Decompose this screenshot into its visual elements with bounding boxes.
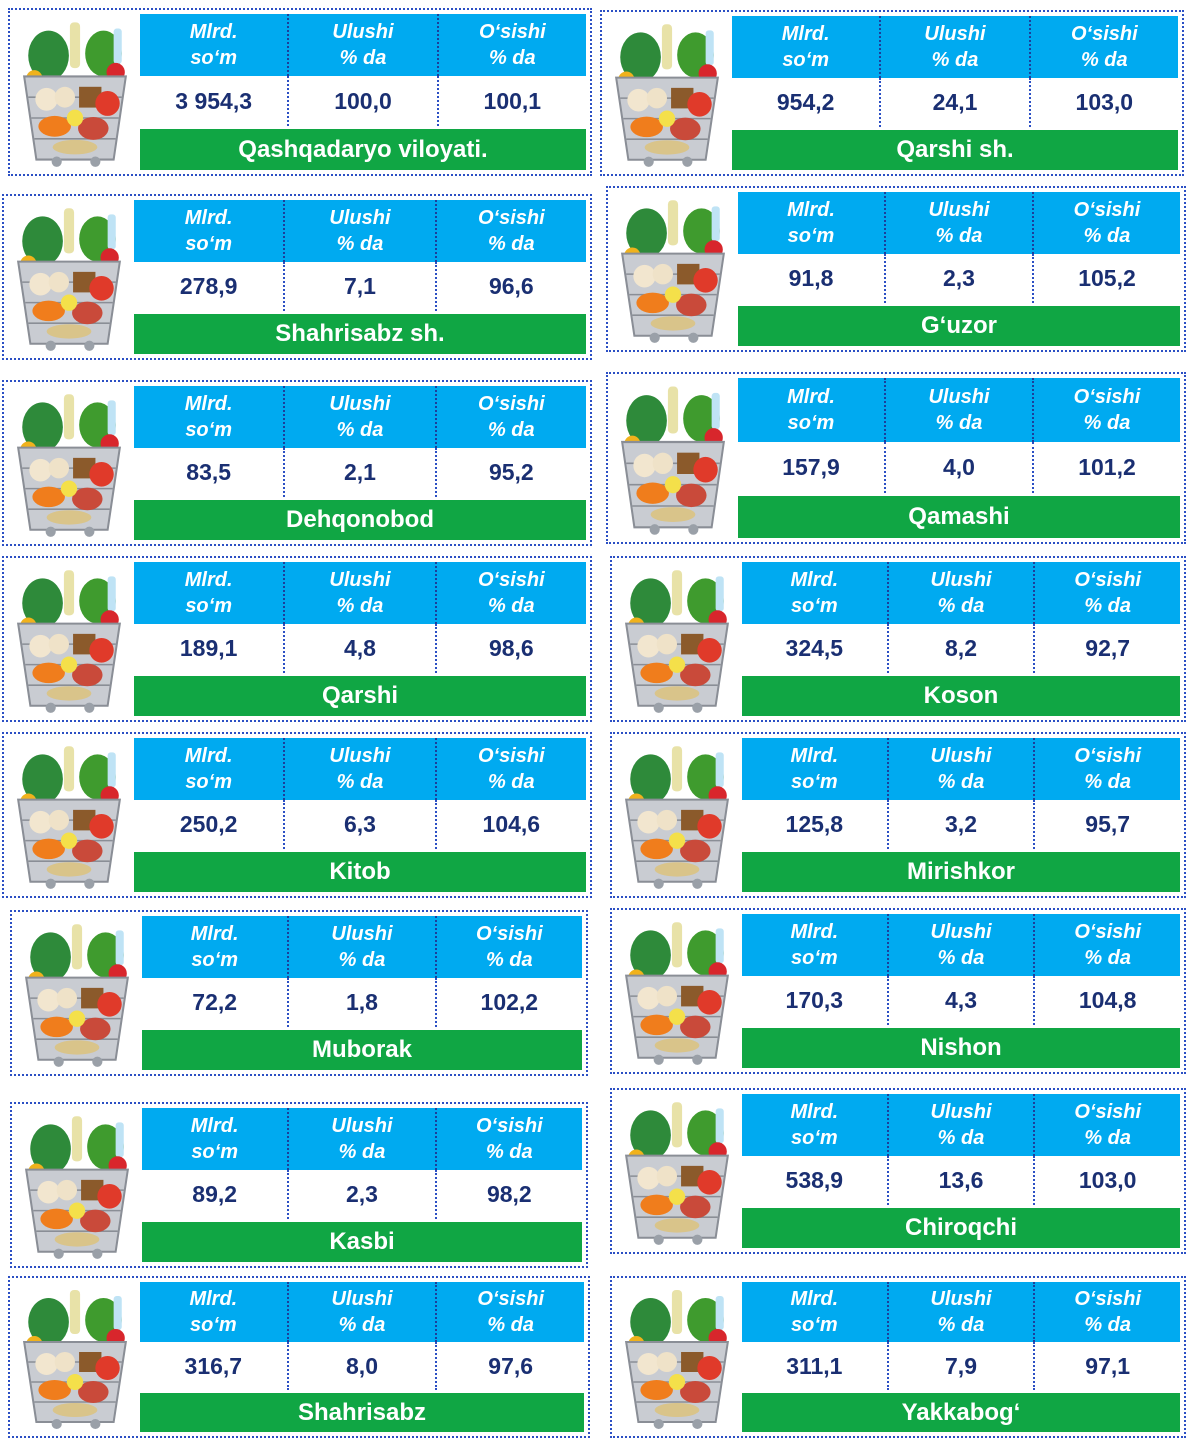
value-ulushi: 4,0	[884, 442, 1032, 493]
stats-values	[134, 262, 586, 311]
header-mlrd-som	[738, 192, 884, 254]
header-osishi	[1029, 16, 1178, 78]
value-ulushi: 4,3	[887, 976, 1034, 1025]
stats-panel	[140, 14, 586, 170]
stats-values	[742, 1156, 1180, 1205]
header-mlrd-som	[742, 1282, 887, 1342]
district-name: Mirishkor	[742, 852, 1180, 892]
stats-values	[738, 254, 1180, 303]
value-mlrd-som: 189,1	[179, 634, 238, 661]
stats-header	[140, 1282, 584, 1342]
header-mlrd-line1: Mlrd.	[184, 206, 233, 229]
header-ulushi-line2: % da	[336, 418, 384, 441]
district-name: Kasbi	[142, 1222, 582, 1262]
value-mlrd-som: 72,2	[192, 988, 238, 1015]
district-name: Muborak	[142, 1030, 582, 1070]
stats-values	[134, 624, 586, 673]
district-card	[606, 372, 1186, 544]
stats-panel	[742, 562, 1180, 716]
stats-panel	[134, 738, 586, 892]
header-mlrd-som	[142, 1108, 287, 1170]
value-mlrd-som: 316,7	[184, 1352, 243, 1379]
district-card	[2, 556, 592, 722]
header-osishi-line2: % da	[1084, 1314, 1132, 1336]
header-osishi	[435, 916, 582, 978]
header-ulushi-line2: % da	[937, 594, 985, 617]
district-card	[610, 732, 1186, 898]
value-osishi: 103,0	[1033, 1156, 1180, 1205]
header-mlrd-line1: Mlrd.	[787, 386, 835, 408]
stats-values	[742, 976, 1180, 1025]
header-ulushi	[287, 1282, 436, 1342]
stats-header	[142, 916, 582, 978]
header-ulushi-line1: Ulushi	[329, 568, 391, 591]
header-mlrd-som	[134, 200, 283, 262]
header-osishi	[435, 562, 586, 624]
header-mlrd-line2: so‘m	[191, 948, 238, 971]
header-mlrd-som	[140, 14, 287, 76]
header-mlrd-som	[742, 914, 887, 976]
stats-header	[742, 1282, 1180, 1342]
grocery-basket-icon	[612, 192, 734, 346]
value-ulushi: 4,8	[283, 624, 434, 673]
header-mlrd-som	[134, 738, 283, 800]
header-mlrd-line1: Mlrd.	[184, 392, 233, 415]
district-name: Qamashi	[738, 496, 1180, 538]
stats-header	[742, 914, 1180, 976]
value-osishi: 97,6	[435, 1342, 584, 1390]
header-ulushi-line2: % da	[336, 770, 384, 793]
header-mlrd-line1: Mlrd.	[787, 198, 835, 221]
value-osishi: 102,2	[435, 978, 582, 1027]
header-osishi-line2: % da	[1080, 48, 1128, 71]
stats-header	[742, 1094, 1180, 1156]
header-ulushi-line2: % da	[937, 946, 985, 969]
grocery-basket-icon	[8, 738, 130, 892]
district-name: Qarshi	[134, 676, 586, 716]
stats-header	[742, 738, 1180, 800]
header-ulushi-line1: Ulushi	[332, 21, 394, 44]
header-mlrd-line2: so‘m	[190, 47, 237, 70]
district-card	[8, 1276, 590, 1438]
grocery-basket-icon	[8, 562, 130, 716]
stats-values	[134, 448, 586, 497]
header-ulushi-line2: % da	[338, 948, 386, 971]
header-osishi-line2: % da	[487, 770, 535, 793]
value-mlrd-som: 157,9	[782, 454, 840, 481]
value-osishi: 98,2	[435, 1170, 582, 1219]
header-osishi-line1: O‘sishi	[1074, 920, 1142, 943]
header-mlrd-line2: so‘m	[787, 224, 835, 247]
value-osishi: 104,8	[1033, 976, 1180, 1025]
header-osishi-line2: % da	[487, 232, 535, 255]
stats-panel	[140, 1282, 584, 1432]
header-mlrd-line1: Mlrd.	[790, 920, 839, 943]
header-osishi-line1: O‘sishi	[477, 744, 545, 767]
header-ulushi-line2: % da	[937, 1314, 985, 1336]
header-osishi	[435, 738, 586, 800]
header-osishi	[1032, 378, 1180, 442]
value-ulushi: 7,1	[283, 262, 434, 311]
header-osishi-line2: % da	[1084, 1126, 1132, 1149]
header-ulushi	[283, 738, 434, 800]
header-mlrd-line1: Mlrd.	[184, 744, 233, 767]
stats-panel	[742, 738, 1180, 892]
stats-panel	[738, 378, 1180, 538]
grocery-basket-icon	[616, 914, 738, 1068]
grocery-basket-icon	[14, 14, 136, 170]
stats-values	[140, 76, 586, 126]
header-ulushi-line1: Ulushi	[930, 920, 992, 943]
stats-header	[140, 14, 586, 76]
header-ulushi	[879, 16, 1028, 78]
value-osishi: 98,6	[435, 624, 586, 673]
header-mlrd-line2: so‘m	[790, 1126, 838, 1149]
value-osishi: 103,0	[1029, 78, 1178, 127]
header-osishi-line1: O‘sishi	[478, 21, 546, 44]
header-ulushi-line1: Ulushi	[329, 206, 391, 229]
header-mlrd-line2: so‘m	[790, 946, 838, 969]
district-name: Shahrisabz	[140, 1393, 584, 1432]
district-card	[610, 556, 1186, 722]
header-ulushi-line2: % da	[338, 1140, 386, 1163]
header-ulushi	[283, 200, 434, 262]
stats-header	[134, 200, 586, 262]
header-ulushi-line1: Ulushi	[930, 1100, 992, 1123]
district-name: Shahrisabz sh.	[134, 314, 586, 354]
grocery-basket-icon	[616, 738, 738, 892]
value-osishi: 101,2	[1032, 442, 1180, 493]
header-mlrd-line2: so‘m	[787, 412, 835, 434]
header-mlrd-line2: so‘m	[782, 48, 829, 71]
header-ulushi-line1: Ulushi	[924, 22, 986, 45]
stats-header	[134, 562, 586, 624]
stats-panel	[134, 386, 586, 540]
stats-header	[738, 378, 1180, 442]
header-osishi-line2: % da	[485, 1140, 533, 1163]
value-osishi: 95,2	[435, 448, 586, 497]
district-name: G‘uzor	[738, 306, 1180, 346]
header-mlrd-line1: Mlrd.	[790, 568, 839, 591]
grocery-basket-icon	[16, 1108, 138, 1262]
header-mlrd-som	[742, 1094, 887, 1156]
header-mlrd-line1: Mlrd.	[190, 922, 239, 945]
header-ulushi-line2: % da	[336, 232, 384, 255]
header-ulushi	[287, 14, 436, 76]
value-mlrd-som: 83,5	[186, 458, 232, 485]
header-ulushi	[887, 1282, 1034, 1342]
value-mlrd-som: 91,8	[788, 264, 834, 291]
header-osishi-line1: O‘sishi	[477, 206, 545, 229]
header-osishi	[435, 386, 586, 448]
header-ulushi	[287, 916, 434, 978]
stats-panel	[742, 1282, 1180, 1432]
header-osishi	[1033, 914, 1180, 976]
header-ulushi	[283, 562, 434, 624]
value-mlrd-som: 954,2	[776, 88, 835, 115]
header-osishi-line1: O‘sishi	[477, 568, 545, 591]
header-mlrd-som	[738, 378, 884, 442]
value-osishi: 95,7	[1033, 800, 1180, 849]
header-mlrd-line2: so‘m	[185, 232, 232, 255]
header-osishi-line1: O‘sishi	[1074, 744, 1142, 767]
stats-values	[732, 78, 1178, 127]
header-mlrd-line2: so‘m	[191, 1140, 238, 1163]
value-mlrd-som: 538,9	[785, 1166, 844, 1193]
header-ulushi	[887, 1094, 1034, 1156]
header-mlrd-line1: Mlrd.	[781, 22, 830, 45]
district-card	[610, 908, 1186, 1074]
header-mlrd-line1: Mlrd.	[184, 568, 233, 591]
value-mlrd-som: 3 954,3	[175, 87, 253, 114]
district-card	[610, 1088, 1186, 1254]
header-ulushi-line2: % da	[339, 47, 387, 70]
grocery-basket-icon	[616, 1282, 738, 1432]
district-card	[10, 910, 588, 1076]
header-osishi-line1: O‘sishi	[1074, 1100, 1142, 1123]
stats-panel	[738, 192, 1180, 346]
header-ulushi-line2: % da	[338, 1314, 386, 1336]
grocery-basket-icon	[606, 16, 728, 170]
district-name: Yakkabog‘	[742, 1393, 1180, 1432]
header-osishi-line2: % da	[485, 948, 533, 971]
district-card	[8, 8, 592, 176]
header-ulushi	[283, 386, 434, 448]
header-osishi	[1032, 192, 1180, 254]
district-card	[606, 186, 1186, 352]
header-mlrd-line2: so‘m	[790, 1314, 838, 1336]
stats-panel	[742, 1094, 1180, 1248]
stats-header	[738, 192, 1180, 254]
value-mlrd-som: 278,9	[179, 272, 238, 299]
value-osishi: 92,7	[1033, 624, 1180, 673]
header-ulushi-line1: Ulushi	[329, 392, 391, 415]
stats-panel	[742, 914, 1180, 1068]
header-ulushi	[287, 1108, 434, 1170]
stats-panel	[142, 916, 582, 1070]
header-osishi-line2: % da	[487, 1314, 535, 1336]
value-ulushi: 2,3	[287, 1170, 434, 1219]
value-ulushi: 7,9	[887, 1342, 1034, 1390]
header-ulushi-line1: Ulushi	[331, 1288, 393, 1310]
header-osishi-line2: % da	[1084, 594, 1132, 617]
value-ulushi: 2,1	[283, 448, 434, 497]
header-osishi-line2: % da	[487, 594, 535, 617]
grocery-basket-icon	[612, 378, 734, 538]
stats-panel	[732, 16, 1178, 170]
header-osishi-line1: O‘sishi	[1074, 1288, 1142, 1310]
value-mlrd-som: 89,2	[192, 1180, 238, 1207]
header-ulushi	[884, 378, 1032, 442]
stats-header	[742, 562, 1180, 624]
district-card	[600, 10, 1184, 176]
grocery-basket-icon	[616, 1094, 738, 1248]
header-ulushi	[887, 914, 1034, 976]
header-mlrd-line2: so‘m	[185, 770, 232, 793]
header-mlrd-line1: Mlrd.	[790, 1100, 839, 1123]
header-mlrd-line2: so‘m	[790, 770, 838, 793]
grocery-basket-icon	[8, 200, 130, 354]
value-ulushi: 24,1	[879, 78, 1028, 127]
header-osishi-line2: % da	[1084, 946, 1132, 969]
value-osishi: 104,6	[435, 800, 586, 849]
header-osishi	[1033, 738, 1180, 800]
header-ulushi	[887, 562, 1034, 624]
value-ulushi: 1,8	[287, 978, 434, 1027]
stats-values	[140, 1342, 584, 1390]
header-ulushi-line1: Ulushi	[930, 744, 992, 767]
header-mlrd-line2: so‘m	[790, 594, 838, 617]
header-osishi	[437, 14, 586, 76]
stats-values	[142, 978, 582, 1027]
header-osishi	[1033, 562, 1180, 624]
value-osishi: 100,1	[437, 76, 586, 126]
header-osishi-line2: % da	[488, 47, 536, 70]
district-card	[610, 1276, 1186, 1438]
header-ulushi-line2: % da	[935, 412, 983, 434]
stats-header	[134, 738, 586, 800]
stats-panel	[142, 1108, 582, 1262]
district-name: Chiroqchi	[742, 1208, 1180, 1248]
header-osishi	[1033, 1282, 1180, 1342]
grocery-basket-icon	[616, 562, 738, 716]
value-ulushi: 13,6	[887, 1156, 1034, 1205]
header-ulushi-line2: % da	[336, 594, 384, 617]
district-name: Qashqadaryo viloyati.	[140, 129, 586, 170]
value-mlrd-som: 324,5	[785, 634, 844, 661]
header-osishi	[435, 1108, 582, 1170]
header-osishi-line1: O‘sishi	[1073, 198, 1141, 221]
header-mlrd-som	[140, 1282, 287, 1342]
value-ulushi: 8,2	[887, 624, 1034, 673]
header-mlrd-line2: so‘m	[185, 594, 232, 617]
grocery-basket-icon	[8, 386, 130, 540]
header-ulushi-line1: Ulushi	[930, 568, 992, 591]
header-mlrd-som	[142, 916, 287, 978]
stats-values	[134, 800, 586, 849]
header-mlrd-som	[732, 16, 879, 78]
header-osishi	[435, 1282, 584, 1342]
header-osishi-line2: % da	[1084, 770, 1132, 793]
header-osishi	[1033, 1094, 1180, 1156]
header-mlrd-som	[742, 738, 887, 800]
header-ulushi-line2: % da	[937, 1126, 985, 1149]
value-mlrd-som: 170,3	[785, 986, 844, 1013]
header-ulushi-line1: Ulushi	[928, 198, 990, 221]
header-mlrd-som	[134, 562, 283, 624]
header-mlrd-som	[742, 562, 887, 624]
header-mlrd-line1: Mlrd.	[189, 1288, 238, 1310]
value-osishi: 96,6	[435, 262, 586, 311]
stats-values	[142, 1170, 582, 1219]
district-name: Dehqonobod	[134, 500, 586, 540]
header-mlrd-line1: Mlrd.	[190, 1114, 239, 1137]
stats-values	[742, 1342, 1180, 1390]
stats-panel	[134, 562, 586, 716]
district-card	[2, 380, 592, 546]
header-ulushi-line1: Ulushi	[329, 744, 391, 767]
district-name: Koson	[742, 676, 1180, 716]
stats-panel	[134, 200, 586, 354]
value-mlrd-som: 125,8	[785, 810, 844, 837]
district-card	[2, 732, 592, 898]
header-osishi-line1: O‘sishi	[1073, 386, 1141, 408]
grocery-basket-icon	[14, 1282, 136, 1432]
value-ulushi: 100,0	[287, 76, 436, 126]
header-ulushi-line1: Ulushi	[331, 922, 393, 945]
district-name: Qarshi sh.	[732, 130, 1178, 170]
stats-values	[742, 800, 1180, 849]
value-osishi: 97,1	[1033, 1342, 1180, 1390]
header-mlrd-som	[134, 386, 283, 448]
header-ulushi-line2: % da	[931, 48, 979, 71]
header-mlrd-line1: Mlrd.	[790, 1288, 839, 1310]
header-osishi-line2: % da	[487, 418, 535, 441]
value-mlrd-som: 250,2	[179, 810, 238, 837]
header-osishi-line2: % da	[1083, 224, 1131, 247]
value-ulushi: 6,3	[283, 800, 434, 849]
value-mlrd-som: 311,1	[786, 1352, 843, 1379]
header-osishi-line1: O‘sishi	[477, 392, 545, 415]
header-mlrd-line1: Mlrd.	[790, 744, 839, 767]
value-ulushi: 2,3	[884, 254, 1032, 303]
header-osishi-line1: O‘sishi	[475, 1114, 543, 1137]
header-osishi-line1: O‘sishi	[1074, 568, 1142, 591]
district-card	[2, 194, 592, 360]
stats-values	[742, 624, 1180, 673]
header-osishi-line1: O‘sishi	[475, 922, 543, 945]
header-ulushi-line2: % da	[935, 224, 983, 247]
value-osishi: 105,2	[1032, 254, 1180, 303]
stats-header	[134, 386, 586, 448]
header-ulushi	[887, 738, 1034, 800]
header-osishi	[435, 200, 586, 262]
header-ulushi-line1: Ulushi	[928, 386, 990, 408]
header-osishi-line1: O‘sishi	[477, 1288, 545, 1310]
header-mlrd-line2: so‘m	[189, 1314, 237, 1336]
header-mlrd-line2: so‘m	[185, 418, 232, 441]
stats-header	[142, 1108, 582, 1170]
grocery-basket-icon	[16, 916, 138, 1070]
header-osishi-line2: % da	[1083, 412, 1131, 434]
header-ulushi-line1: Ulushi	[930, 1288, 992, 1310]
header-ulushi-line2: % da	[937, 770, 985, 793]
stats-header	[732, 16, 1178, 78]
district-card	[10, 1102, 588, 1268]
district-name: Nishon	[742, 1028, 1180, 1068]
value-ulushi: 3,2	[887, 800, 1034, 849]
header-ulushi	[884, 192, 1032, 254]
value-ulushi: 8,0	[287, 1342, 436, 1390]
header-mlrd-line1: Mlrd.	[189, 21, 238, 44]
stats-values	[738, 442, 1180, 493]
header-ulushi-line1: Ulushi	[331, 1114, 393, 1137]
header-osishi-line1: O‘sishi	[1070, 22, 1138, 45]
district-name: Kitob	[134, 852, 586, 892]
